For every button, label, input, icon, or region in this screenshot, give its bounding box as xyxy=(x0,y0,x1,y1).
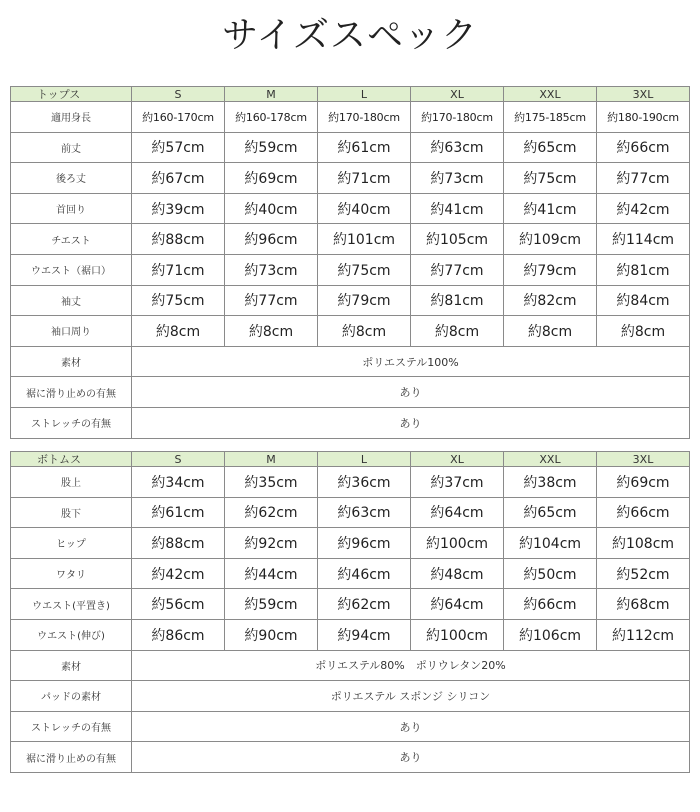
bottoms-header-row xyxy=(11,452,690,467)
tops-info-row xyxy=(11,377,690,408)
size-value-cell: 約59cm xyxy=(225,132,318,163)
row-label: 裾に滑り止めの有無 xyxy=(11,742,132,773)
row-label: 素材 xyxy=(11,346,132,377)
bottoms-measure-row xyxy=(11,528,690,559)
bottoms-measure-row xyxy=(11,558,690,589)
size-value-cell: 約59cm xyxy=(225,589,318,620)
row-label: ストレッチの有無 xyxy=(11,711,132,742)
row-label: 前丈 xyxy=(11,132,132,163)
row-label: 素材 xyxy=(11,650,132,681)
size-value-cell: 約63cm xyxy=(411,132,504,163)
bottoms-measure-row xyxy=(11,467,690,498)
size-value-cell: 約86cm xyxy=(132,619,225,650)
size-value-cell: 約68cm xyxy=(597,589,690,620)
size-value-cell: 約65cm xyxy=(504,497,597,528)
size-value-cell: 約8cm xyxy=(504,316,597,347)
row-label: 袖丈 xyxy=(11,285,132,316)
size-value-cell: 約40cm xyxy=(225,193,318,224)
size-value-cell: 約88cm xyxy=(132,528,225,559)
size-value-cell: 約75cm xyxy=(318,254,411,285)
row-label: 裾に滑り止めの有無 xyxy=(11,377,132,408)
size-value-cell: 約75cm xyxy=(504,163,597,194)
size-value-cell: 約114cm xyxy=(597,224,690,255)
size-value-cell: 約61cm xyxy=(132,497,225,528)
tops-measure-row xyxy=(11,224,690,255)
size-value-cell: 約57cm xyxy=(132,132,225,163)
size-value-cell: 約38cm xyxy=(504,467,597,498)
size-header-xxl: XXL xyxy=(504,452,597,467)
bottoms-measure-row xyxy=(11,497,690,528)
size-value-cell: 約105cm xyxy=(411,224,504,255)
row-label: ストレッチの有無 xyxy=(11,407,132,438)
size-value-cell: 約94cm xyxy=(318,619,411,650)
size-value-cell: 約46cm xyxy=(318,558,411,589)
tops-measure-row xyxy=(11,285,690,316)
size-value-cell: 約41cm xyxy=(411,193,504,224)
info-value-cell: あり xyxy=(132,711,690,742)
size-value-cell: 約71cm xyxy=(318,163,411,194)
size-value-cell: 約8cm xyxy=(318,316,411,347)
size-value-cell: 約73cm xyxy=(411,163,504,194)
size-value-cell: 約8cm xyxy=(597,316,690,347)
page-title: サイズスペック xyxy=(221,15,479,56)
size-value-cell: 約39cm xyxy=(132,193,225,224)
size-value-cell: 約170-180cm xyxy=(318,102,411,133)
size-value-cell: 約160-178cm xyxy=(225,102,318,133)
size-header-m: M xyxy=(225,87,318,102)
bottoms-size-table xyxy=(10,451,690,773)
size-value-cell: 約101cm xyxy=(318,224,411,255)
size-header-m: M xyxy=(225,452,318,467)
size-value-cell: 約81cm xyxy=(597,254,690,285)
size-value-cell: 約37cm xyxy=(411,467,504,498)
size-value-cell: 約52cm xyxy=(597,558,690,589)
size-header-s: S xyxy=(132,452,225,467)
row-label: 後ろ丈 xyxy=(11,163,132,194)
size-value-cell: 約109cm xyxy=(504,224,597,255)
size-header-xl: XL xyxy=(411,87,504,102)
size-value-cell: 約71cm xyxy=(132,254,225,285)
tops-measure-row xyxy=(11,316,690,347)
size-value-cell: 約8cm xyxy=(132,316,225,347)
size-header-s: S xyxy=(132,87,225,102)
size-value-cell: 約90cm xyxy=(225,619,318,650)
bottoms-info-row xyxy=(11,681,690,712)
size-value-cell: 約64cm xyxy=(411,589,504,620)
tops-measure-row xyxy=(11,132,690,163)
bottoms-header-label: ボトムス xyxy=(11,452,132,467)
row-label: 首回り xyxy=(11,193,132,224)
row-label: 股上 xyxy=(11,467,132,498)
size-value-cell: 約175-185cm xyxy=(504,102,597,133)
size-value-cell: 約42cm xyxy=(132,558,225,589)
size-value-cell: 約96cm xyxy=(318,528,411,559)
bottoms-info-row xyxy=(11,742,690,773)
row-label: 股下 xyxy=(11,497,132,528)
row-label: チエスト xyxy=(11,224,132,255)
row-label: ウエスト(平置き) xyxy=(11,589,132,620)
info-value-cell: あり xyxy=(132,407,690,438)
size-value-cell: 約77cm xyxy=(597,163,690,194)
size-value-cell: 約67cm xyxy=(132,163,225,194)
size-value-cell: 約79cm xyxy=(318,285,411,316)
size-header-xl: XL xyxy=(411,452,504,467)
size-value-cell: 約77cm xyxy=(411,254,504,285)
size-value-cell: 約88cm xyxy=(132,224,225,255)
row-label: 適用身長 xyxy=(11,102,132,133)
size-value-cell: 約104cm xyxy=(504,528,597,559)
tops-measure-row xyxy=(11,163,690,194)
size-value-cell: 約44cm xyxy=(225,558,318,589)
size-value-cell: 約8cm xyxy=(411,316,504,347)
size-header-xxl: XXL xyxy=(504,87,597,102)
size-value-cell: 約75cm xyxy=(132,285,225,316)
bottoms-info-row xyxy=(11,650,690,681)
tops-size-table xyxy=(10,86,690,439)
row-label: ヒップ xyxy=(11,528,132,559)
size-value-cell: 約48cm xyxy=(411,558,504,589)
size-value-cell: 約65cm xyxy=(504,132,597,163)
size-value-cell: 約34cm xyxy=(132,467,225,498)
size-value-cell: 約42cm xyxy=(597,193,690,224)
size-value-cell: 約81cm xyxy=(411,285,504,316)
info-value-cell: ポリエステル スポンジ シリコン xyxy=(132,681,690,712)
info-value-cell: ポリエステル80% ポリウレタン20% xyxy=(132,650,690,681)
size-value-cell: 約62cm xyxy=(318,589,411,620)
row-label: 袖口周り xyxy=(11,316,132,347)
info-value-cell: あり xyxy=(132,742,690,773)
size-value-cell: 約63cm xyxy=(318,497,411,528)
size-value-cell: 約66cm xyxy=(597,497,690,528)
size-value-cell: 約40cm xyxy=(318,193,411,224)
row-label: ウエスト（裾口） xyxy=(11,254,132,285)
size-value-cell: 約50cm xyxy=(504,558,597,589)
info-value-cell: ポリエステル100% xyxy=(132,346,690,377)
size-value-cell: 約108cm xyxy=(597,528,690,559)
bottoms-info-row xyxy=(11,711,690,742)
size-value-cell: 約170-180cm xyxy=(411,102,504,133)
info-value-cell: あり xyxy=(132,377,690,408)
row-label: ウエスト(伸び) xyxy=(11,619,132,650)
size-value-cell: 約64cm xyxy=(411,497,504,528)
size-value-cell: 約100cm xyxy=(411,528,504,559)
size-value-cell: 約77cm xyxy=(225,285,318,316)
size-value-cell: 約96cm xyxy=(225,224,318,255)
tops-info-row xyxy=(11,407,690,438)
size-value-cell: 約66cm xyxy=(504,589,597,620)
size-value-cell: 約82cm xyxy=(504,285,597,316)
size-value-cell: 約56cm xyxy=(132,589,225,620)
size-value-cell: 約35cm xyxy=(225,467,318,498)
tops-header-label: トップス xyxy=(11,87,132,102)
size-value-cell: 約41cm xyxy=(504,193,597,224)
row-label: パッドの素材 xyxy=(11,681,132,712)
size-header-l: L xyxy=(318,452,411,467)
size-value-cell: 約160-170cm xyxy=(132,102,225,133)
size-value-cell: 約84cm xyxy=(597,285,690,316)
size-header-l: L xyxy=(318,87,411,102)
bottoms-measure-row xyxy=(11,619,690,650)
tops-measure-row xyxy=(11,254,690,285)
size-header-3xl: 3XL xyxy=(597,452,690,467)
size-value-cell: 約62cm xyxy=(225,497,318,528)
size-value-cell: 約100cm xyxy=(411,619,504,650)
size-value-cell: 約8cm xyxy=(225,316,318,347)
size-value-cell: 約69cm xyxy=(225,163,318,194)
size-value-cell: 約36cm xyxy=(318,467,411,498)
size-value-cell: 約112cm xyxy=(597,619,690,650)
bottoms-measure-row xyxy=(11,589,690,620)
tops-header-row xyxy=(11,87,690,102)
tops-measure-row xyxy=(11,193,690,224)
size-value-cell: 約61cm xyxy=(318,132,411,163)
size-value-cell: 約79cm xyxy=(504,254,597,285)
tops-info-row xyxy=(11,346,690,377)
size-header-3xl: 3XL xyxy=(597,87,690,102)
size-value-cell: 約92cm xyxy=(225,528,318,559)
size-value-cell: 約106cm xyxy=(504,619,597,650)
size-value-cell: 約73cm xyxy=(225,254,318,285)
size-value-cell: 約180-190cm xyxy=(597,102,690,133)
size-value-cell: 約69cm xyxy=(597,467,690,498)
size-value-cell: 約66cm xyxy=(597,132,690,163)
tops-measure-row xyxy=(11,102,690,133)
row-label: ワタリ xyxy=(11,558,132,589)
